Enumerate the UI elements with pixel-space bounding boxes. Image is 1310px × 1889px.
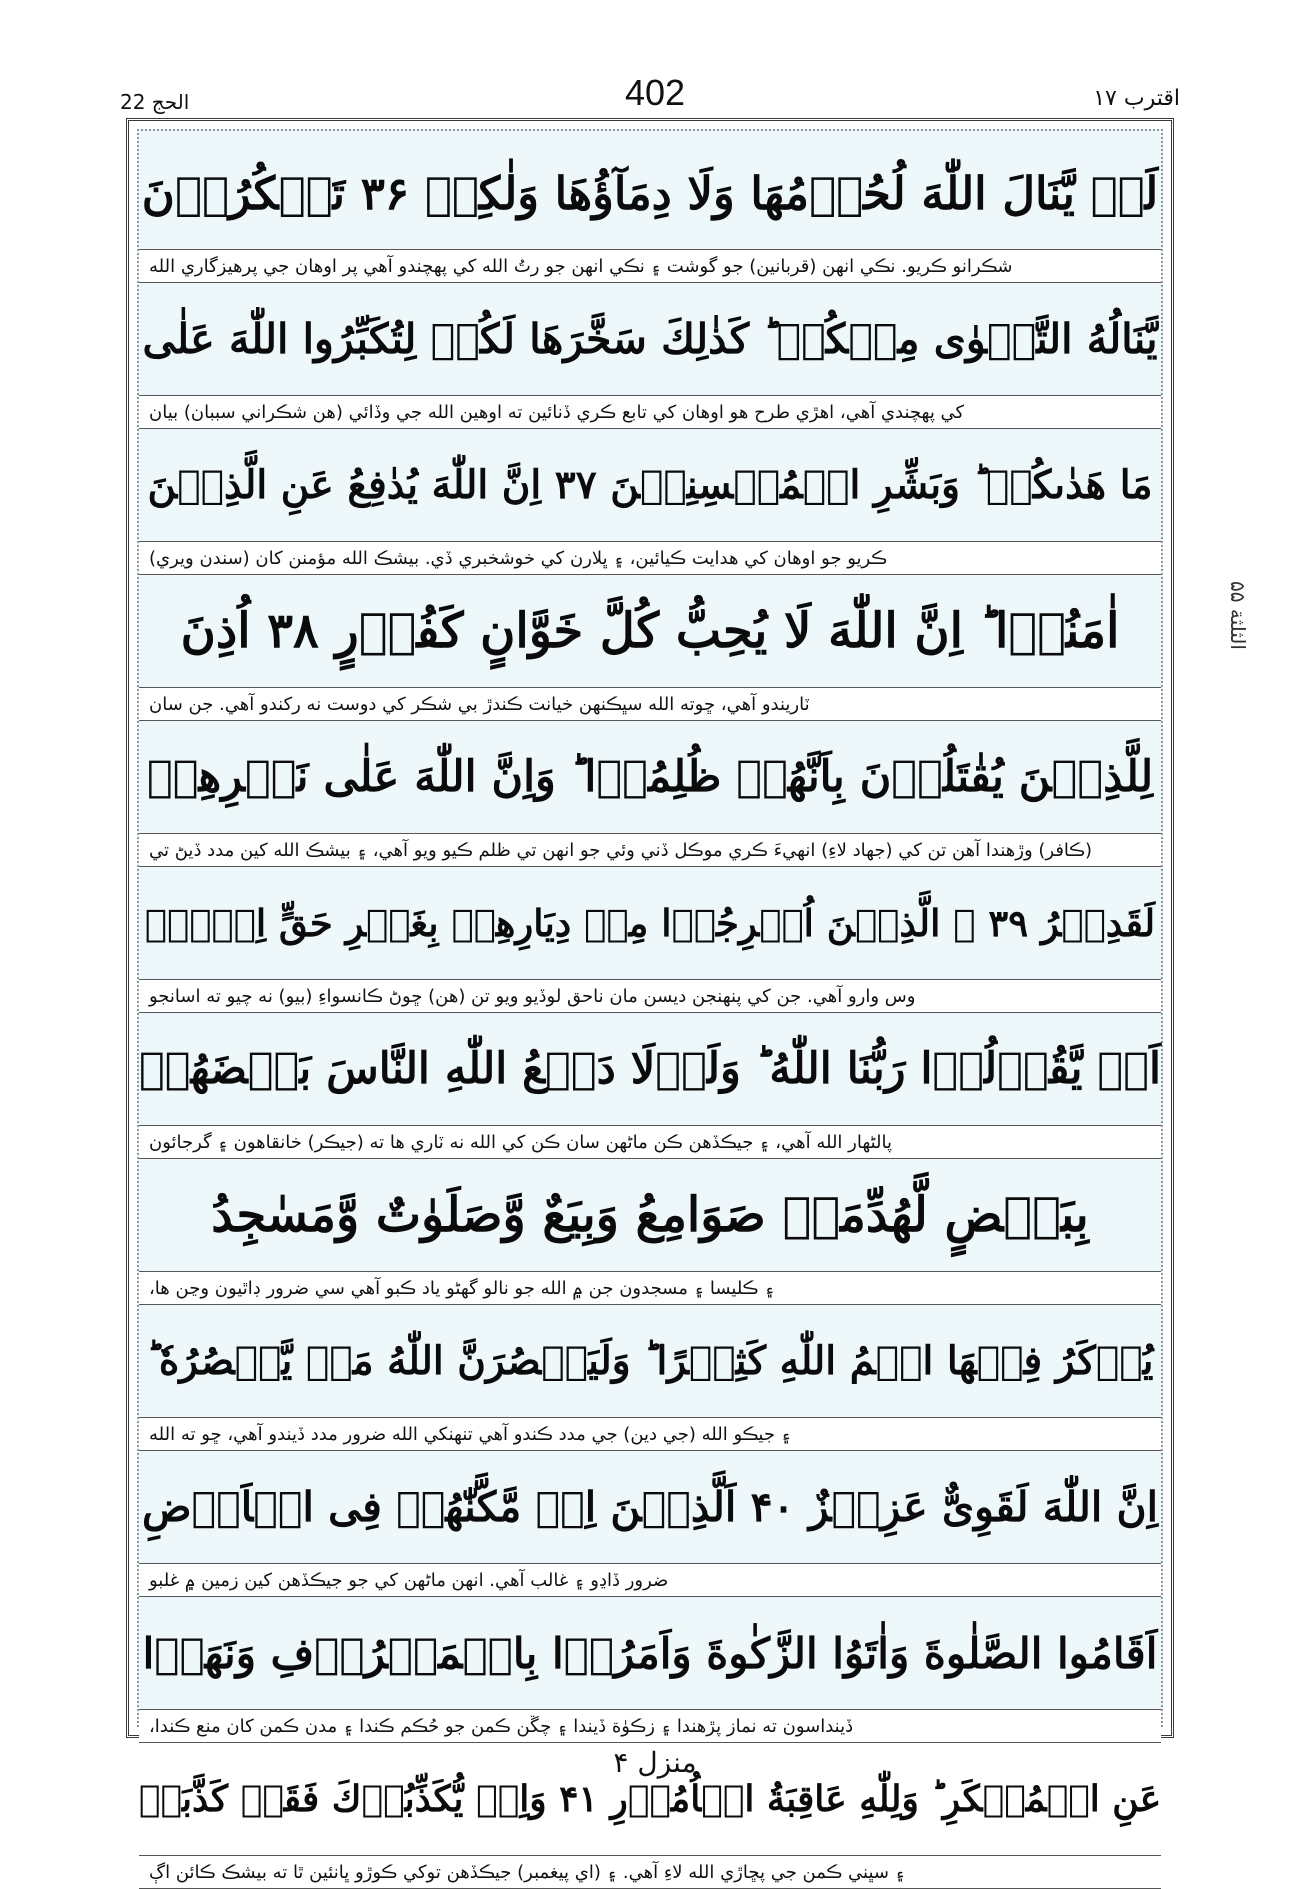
juz-name: اقترب ١٧ bbox=[1093, 86, 1180, 111]
arabic-line: عَنِ الۡمُنۡكَرِ ؕ وَلِلّٰهِ عَاقِبَةُ الۡاُمُوۡرِ ۴۱ وَاِنۡ يُّكَذِّبُوۡكَ فَقَدۡ كَذَّبَتۡ bbox=[138, 1778, 1162, 1820]
translation-line: ۽ ڪليسا ۽ مسجدون جن ۾ الله جو نالو گهڻو ياد ڪبو آهي سي ضرور ڊاٿيون وڃن ها، bbox=[139, 1271, 1161, 1305]
translation-line: ڪريو جو اوهان کي هدايت ڪيائين، ۽ ڀلارن کي خوشخبري ڏي. بيشڪ الله مؤمنن کان (سندن ويري) bbox=[139, 541, 1161, 575]
arabic-line: اَقَامُوا الصَّلٰوةَ وَاٰتَوُا الزَّكٰوةَ وَاَمَرُوۡا بِالۡمَعۡرُوۡفِ وَنَهَوۡا bbox=[142, 1628, 1158, 1678]
arabic-line: لَقَدِيۡرُ ۳۹ ۨ الَّذِيۡنَ اُخۡرِجُوۡا مِنۡ دِيَارِهِمۡ بِغَيۡرِ حَقٍّ اِلَّاۤ bbox=[144, 901, 1156, 945]
arabic-line: اِنَّ اللّٰهَ لَقَوِىٌّ عَزِيۡزٌ ۴۰ اَلَّذِيۡنَ اِنۡ مَّكَّنّٰهُمۡ فِى الۡاَرۡضِ bbox=[141, 1483, 1159, 1531]
translation-line: پالڻهار الله آهي، ۽ جيڪڏهن ڪن ماڻهن سان ڪن کي الله نه ٽاري ها ته (جيڪر) خانقاهون ۽ گرجائون bbox=[139, 1125, 1161, 1159]
translation-line: ضرور ڏاڍو ۽ غالب آهي. انهن ماڻهن کي جو جيڪڏهن کين زمين ۾ غلبو bbox=[139, 1563, 1161, 1597]
page-header bbox=[0, 72, 1310, 122]
surah-name: الحج 22 bbox=[120, 90, 190, 114]
arabic-line: اٰمَنُوۡا ؕ اِنَّ اللّٰهَ لَا يُحِبُّ كُلَّ خَوَّانٍ كَفُوۡرٍ ۳۸ اُذِنَ bbox=[180, 603, 1120, 659]
arabic-line: لِلَّذِيۡنَ يُقٰتَلُوۡنَ بِاَنَّهُمۡ ظُلِمُوۡا ؕ وَاِنَّ اللّٰهَ عَلٰى نَصۡرِهِمۡ bbox=[146, 752, 1154, 802]
manzil-footer: منزل ۴ bbox=[613, 1746, 697, 1779]
arabic-line: مَا هَدٰٮكُمۡ ؕ وَبَشِّرِ الۡمُحۡسِنِيۡنَ ۳۷ اِنَّ اللّٰهَ يُدٰفِعُ عَنِ الَّذِيۡنَ bbox=[147, 462, 1153, 508]
page-number: 402 bbox=[624, 72, 686, 113]
translation-line: وس وارو آهي. جن کي پنهنجن ديسن مان ناحق لوڏيو ويو تن (هن) ڇوڻ ڪانسواءِ (بيو) نه چيو ته اسانجو bbox=[139, 979, 1161, 1013]
translation-line: شڪرانو ڪريو. نڪي انهن (قربانين) جو گوشت ۽ نڪي انهن جو رتُ الله کي پهچندو آهي پر اوهان جي پرهيزگاري الله bbox=[139, 249, 1161, 283]
quarter-marker: الثلثة ۵۵ bbox=[1226, 580, 1250, 650]
translation-line: ڏينداسون ته نماز پڙهندا ۽ زڪوٰة ڏيندا ۽ چڱن ڪمن جو حُڪم ڪندا ۽ مدن ڪمن کان منع ڪندا، bbox=[139, 1709, 1161, 1743]
arabic-line: يَّنَالُهُ التَّقۡوٰى مِنۡكُمۡ ؕ كَذٰلِكَ سَخَّرَهَا لَكُمۡ لِتُكَبِّرُوا اللّٰهَ عَلٰى bbox=[142, 315, 1158, 363]
translation-line: ٽاريندو آهي، ڇوته الله سڀڪنهن خيانت ڪندڙ بي شڪر کي دوست نه رکندو آهي. جن سان bbox=[139, 687, 1161, 721]
translation-line: کي پهچندي آهي، اهڙي طرح هو اوهان کي تابع ڪري ڏنائين ته اوهين الله جي وڏائي (هن شڪراني سببان) بيان bbox=[139, 395, 1161, 429]
arabic-line: يُذۡكَرُ فِيۡهَا اسۡمُ اللّٰهِ كَثِيۡرًا ؕ وَلَيَنۡصُرَنَّ اللّٰهُ مَنۡ يَّنۡصُرُهٗ ؕ bbox=[146, 1338, 1154, 1384]
arabic-line: اَنۡ يَّقُوۡلُوۡا رَبُّنَا اللّٰهُ ؕ وَلَوۡلَا دَفۡعُ اللّٰهِ النَّاسَ بَعۡضَهُمۡ bbox=[138, 1044, 1161, 1094]
translation-line: ۽ جيڪو الله (جي دين) جي مدد ڪندو آهي تنهنکي الله ضرور مدد ڏيندو آهي، ڇو ته الله bbox=[139, 1417, 1161, 1451]
arabic-line: لَنۡ يَّنَالَ اللّٰهَ لُحُوۡمُهَا وَلَا دِمَآؤُهَا وَلٰكِنۡ ۳۶ تَشۡكُرُوۡنَ bbox=[141, 166, 1159, 220]
translation-line: (ڪافر) وڙهندا آهن تن کي (جهاد لاءِ) انهيءَ ڪري موڪل ڏني وئي جو انهن تي ظلم ڪيو ويو آهي، ۽ بيشڪ الله کين مدد ڏيڻ تي bbox=[139, 833, 1161, 867]
translation-line: ۽ سڀني ڪمن جي پڇاڙي الله لاءِ آهي. ۽ (اي پيغمبر) جيڪڏهن توکي ڪوڙو ڀانئين ٿا ته بيشڪ ڪائن اڳ bbox=[139, 1855, 1161, 1889]
arabic-line: بِبَعۡضٍ لَّهُدِّمَتۡ صَوَامِعُ وَبِيَعٌ وَّصَلَوٰتٌ وَّمَسٰجِدُ bbox=[211, 1187, 1089, 1243]
